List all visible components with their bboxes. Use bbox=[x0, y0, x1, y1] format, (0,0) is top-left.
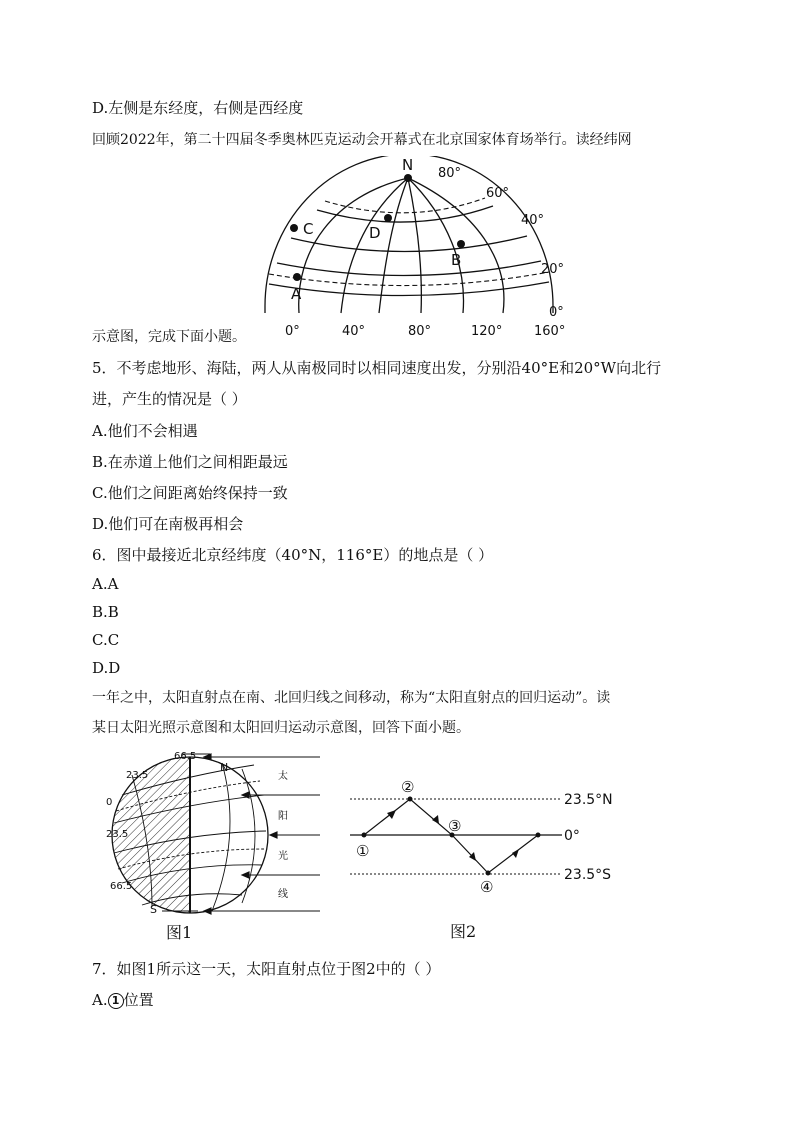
question-7: 7．如图1所示这一天，太阳直射点位于图2中的（ ） bbox=[92, 960, 441, 978]
fig1-lat-label: 23.5 bbox=[106, 829, 129, 840]
point-label-d: D bbox=[369, 224, 381, 242]
question-5-line2: 进，产生的情况是（ ） bbox=[92, 390, 247, 408]
sun-char: 线 bbox=[278, 889, 288, 900]
lon-label: 80° bbox=[408, 324, 432, 339]
question-5-line1: 5．不考虑地形、海陆，两人从南极同时以相同速度出发，分别沿40°E和20°W向北行 bbox=[92, 359, 662, 377]
fig1-lat-label: 66.5 bbox=[174, 751, 197, 762]
sun-char: 阳 bbox=[278, 811, 288, 822]
lat-label: 60° bbox=[486, 186, 510, 201]
passage-1: 回顾2022年，第二十四届冬季奥林匹克运动会开幕式在北京国家体育场举行。读经纬网 bbox=[92, 132, 632, 148]
graticule-figure bbox=[255, 156, 575, 342]
lat-label: 40° bbox=[521, 213, 545, 228]
figure-2-sun-motion bbox=[340, 770, 620, 942]
question-6-option-a[interactable]: A.A bbox=[92, 575, 119, 593]
question-5-option-b[interactable]: B.在赤道上他们之间相距最远 bbox=[92, 453, 288, 471]
point-label-c: C bbox=[303, 220, 314, 238]
meridian bbox=[408, 178, 421, 313]
meridian bbox=[341, 178, 408, 313]
point-label-a: A bbox=[291, 285, 302, 303]
sun-char: 光 bbox=[278, 851, 288, 862]
fig1-pole-s: S bbox=[150, 903, 157, 916]
pole-dot bbox=[404, 174, 412, 182]
question-6-option-d[interactable]: D.D bbox=[92, 659, 121, 677]
fig2-caption: 图2 bbox=[450, 922, 477, 941]
lon-label: 160° bbox=[534, 324, 566, 339]
meridian bbox=[379, 178, 408, 313]
passage-2-line2: 某日太阳光照示意图和太阳回归运动示意图，回答下面小题。 bbox=[92, 720, 470, 736]
lon-label: 40° bbox=[342, 324, 366, 339]
sun-char: 太 bbox=[278, 771, 288, 782]
parallel bbox=[291, 236, 527, 252]
circled-number: 1 bbox=[108, 993, 124, 1009]
question-6: 6．图中最接近北京经纬度（40°N，116°E）的地点是（ ） bbox=[92, 546, 494, 564]
fig1-lat-label: 23.5 bbox=[126, 770, 149, 781]
point-a-dot bbox=[293, 273, 301, 281]
question-6-option-c[interactable]: C.C bbox=[92, 631, 120, 649]
lat-label: 80° bbox=[438, 166, 462, 181]
passage-1-end: 示意图，完成下面小题。 bbox=[92, 329, 246, 345]
question-5-option-d[interactable]: D.他们可在南极再相会 bbox=[92, 515, 244, 533]
option-prefix: A. bbox=[92, 991, 108, 1009]
dashed-parallel bbox=[325, 198, 485, 213]
lat-label: 20° bbox=[541, 262, 565, 277]
fig2-line-label: 23.5°S bbox=[564, 867, 612, 883]
dashed-parallel bbox=[269, 272, 549, 286]
fig1-lat-label: 0 bbox=[106, 797, 113, 808]
lon-label: 0° bbox=[285, 324, 300, 339]
pole-label: N bbox=[402, 156, 414, 174]
parallel bbox=[277, 261, 541, 276]
point-label-b: B bbox=[451, 251, 462, 269]
lat-label: 0° bbox=[549, 305, 564, 320]
mark-1: ① bbox=[356, 842, 370, 860]
point-b-dot bbox=[457, 240, 465, 248]
mark-2: ② bbox=[401, 778, 415, 796]
fig1-lat-label: 66.5 bbox=[110, 881, 133, 892]
fig1-pole-n: N bbox=[220, 761, 229, 774]
passage-2-line1: 一年之中，太阳直射点在南、北回归线之间移动，称为“太阳直射点的回归运动”。读 bbox=[92, 690, 611, 706]
figure-1-illumination bbox=[92, 745, 332, 945]
meridian bbox=[299, 178, 408, 313]
mark-3: ③ bbox=[448, 817, 462, 835]
parallel bbox=[269, 282, 549, 296]
point-d-dot bbox=[384, 214, 392, 222]
fig2-line-label: 0° bbox=[564, 828, 580, 844]
point-c-dot bbox=[290, 224, 298, 232]
fig2-line-label: 23.5°N bbox=[564, 792, 613, 808]
question-6-option-b[interactable]: B.B bbox=[92, 603, 119, 621]
option-text: 位置 bbox=[123, 991, 154, 1009]
question-5-option-a[interactable]: A.他们不会相遇 bbox=[92, 422, 198, 440]
meridian bbox=[408, 178, 464, 313]
fig1-caption: 图1 bbox=[166, 923, 193, 942]
question-5-option-c[interactable]: C.他们之间距离始终保持一致 bbox=[92, 484, 288, 502]
mark-4: ④ bbox=[480, 878, 494, 896]
option-d-prev: D.左侧是东经度，右侧是西经度 bbox=[92, 99, 304, 117]
lon-label: 120° bbox=[471, 324, 503, 339]
question-7-option-a[interactable] bbox=[92, 989, 154, 1010]
